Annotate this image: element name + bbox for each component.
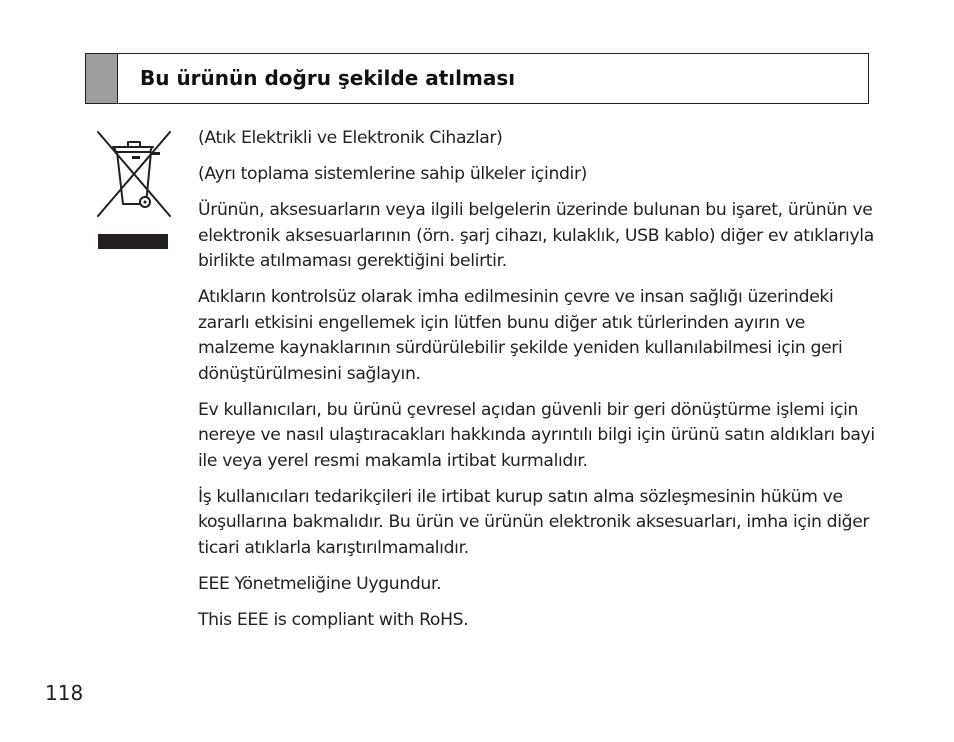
paragraph-marking: Ürünün, aksesuarların veya ilgili belgelerin üzerinde bulunan bu işaret, ürünün ve elektronik aksesuarlarının (örn. şarj cihazı, kulaklık, USB kablo) diğer ev atıklarıyla birlikte atılmaması gerektiğini belirtir. — [198, 200, 874, 271]
section-title: Bu ürünün doğru şekilde atılması — [140, 66, 516, 90]
weee-date-bar — [98, 234, 168, 249]
paragraph-weee-title: (Atık Elektrikli ve Elektronik Cihazlar) — [198, 128, 503, 148]
crossed-out-wheelie-bin-icon — [94, 128, 174, 220]
paragraph-eee-compliance: EEE Yönetmeliğine Uygundur. — [198, 573, 442, 594]
paragraph-household-users: Ev kullanıcıları, bu ürünü çevresel açıdan güvenli bir geri dönüştürme işlemi için nereye ve nasıl ulaştıracakları hakkında ayrıntılı bilgi için ürünü satın aldıkları bayi ile veya yerel resmi makamla irtibat kurmalıdır. — [198, 399, 875, 471]
paragraph-rohs-compliance: This EEE is compliant with RoHS. — [198, 609, 469, 630]
paragraph-weee-scope: (Ayrı toplama sistemlerine sahip ülkeler içindir) — [198, 164, 588, 184]
content-body — [198, 126, 878, 644]
paragraph-recycling: Atıkların kontrolsüz olarak imha edilmesinin çevre ve insan sağlığı üzerindeki zararlı etkisini engellemek için lütfen bunu diğer atık türlerinden ayırın ve malzeme kaynaklarının sürdürülebilir şekilde yeniden kullanılabilmesi için geri dönüştürülmesini sağlayın. — [198, 287, 843, 384]
page-number: 118 — [45, 681, 84, 705]
paragraph-business-users: İş kullanıcıları tedarikçileri ile irtibat kurup satın alma sözleşmesinin hüküm ve koşullarına bakmalıdır. Bu ürün ve ürünün elektronik aksesuarları, imha için diğer ticari atıklarla karıştırılmamalıdır. — [198, 486, 870, 558]
section-header — [85, 53, 869, 104]
header-tab-marker — [86, 54, 118, 103]
